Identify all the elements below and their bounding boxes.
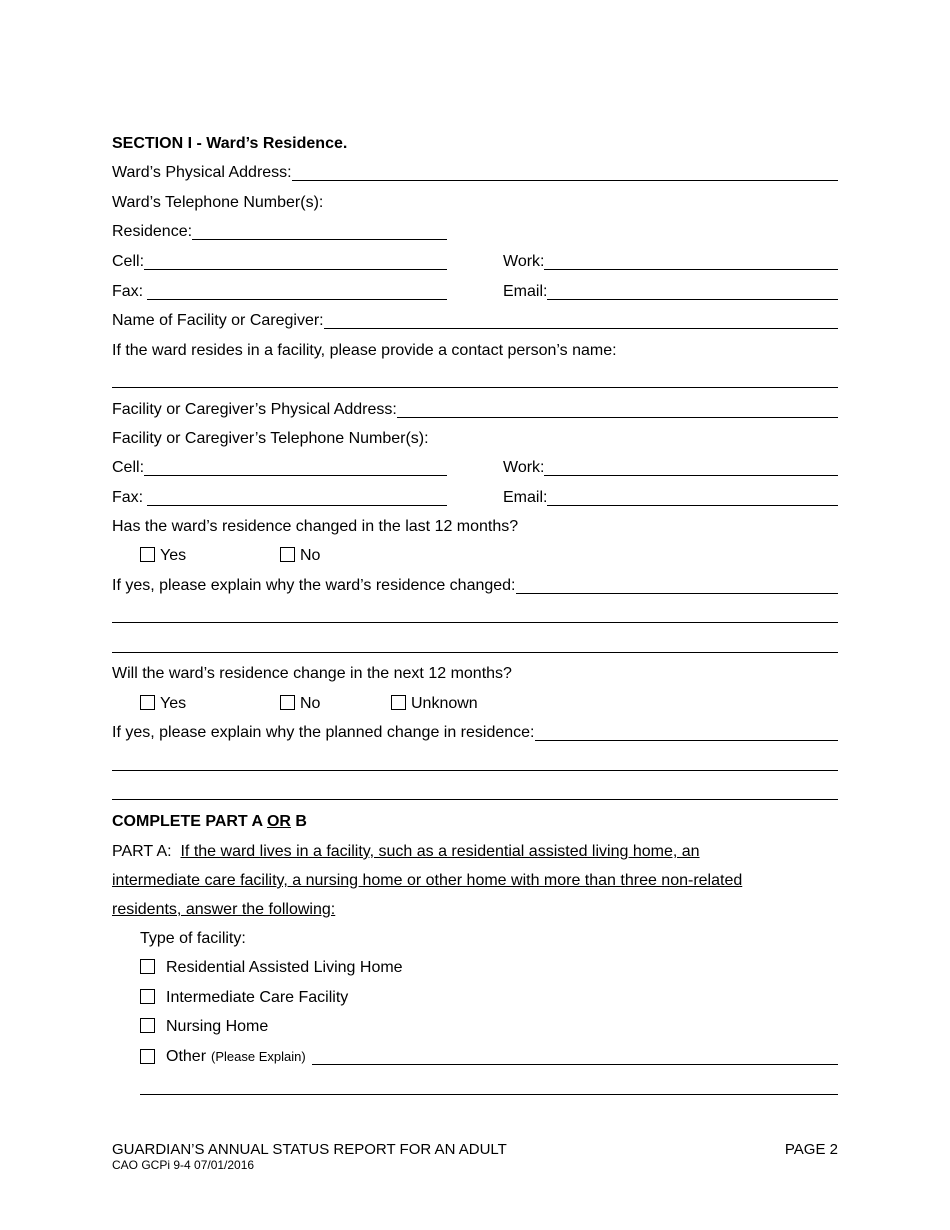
ward-email-field[interactable] [547,281,838,300]
facility-type-other-checkbox[interactable] [140,1049,155,1064]
facility-fax-row [112,487,447,509]
will-change-unknown-label: Unknown [411,695,478,712]
contact-name-field[interactable] [112,387,838,388]
changed-explain-field[interactable] [516,575,839,594]
ward-email-row [503,281,838,303]
ward-fax-row [112,281,447,303]
facility-name-row [112,310,838,332]
ward-residence-label: Residence: [112,223,193,240]
changed-no-option[interactable] [280,545,838,567]
facility-cell-label: Cell: [112,459,145,476]
part-a-line-1 [112,841,838,863]
will-change-no-checkbox[interactable] [280,695,295,710]
will-change-explain-line-3[interactable] [112,799,838,800]
section-title: SECTION I - Ward’s Residence. [112,135,348,152]
ward-work-row [503,251,838,273]
facility-type-label: Type of facility: [140,930,246,947]
part-a-text-1: If the ward lives in a facility, such as a residential assisted living home, an [180,843,700,860]
facility-type-other-label: Other [166,1048,207,1065]
will-change-unknown-option[interactable] [391,693,838,715]
facility-address-label: Facility or Caregiver’s Physical Address: [112,401,397,418]
footer [112,1141,838,1158]
will-change-explain-field[interactable] [535,722,839,741]
facility-cell-field[interactable] [144,457,447,476]
will-change-yes-label: Yes [160,695,187,712]
facility-telephone-label: Facility or Caregiver’s Telephone Number(s): [112,430,429,447]
changed-explain-row [112,575,838,597]
facility-type-nursing-label: Nursing Home [166,1018,269,1035]
part-heading [112,811,838,833]
facility-email-label: Email: [503,489,548,506]
facility-fax-field[interactable] [147,487,447,506]
ward-work-label: Work: [503,253,545,270]
ward-email-label: Email: [503,283,548,300]
part-a-text-2: intermediate care facility, a nursing home or other home with more than three non-related [112,872,743,889]
changed-yes-checkbox[interactable] [140,547,155,562]
facility-type-other-hint: (Please Explain) [211,1049,306,1064]
will-change-yes-checkbox[interactable] [140,695,155,710]
part-heading-pre: COMPLETE PART A [112,813,267,830]
ward-telephone-label: Ward’s Telephone Number(s): [112,194,324,211]
facility-work-row [503,457,838,479]
changed-no-label: No [300,547,321,564]
will-change-explain-row [112,722,838,744]
facility-email-row [503,487,838,509]
will-change-no-label: No [300,695,321,712]
ward-fax-field[interactable] [147,281,447,300]
facility-address-field[interactable] [397,399,838,418]
ward-cell-field[interactable] [144,251,447,270]
footer-title: GUARDIAN’S ANNUAL STATUS REPORT FOR AN ADULT [112,1141,507,1158]
facility-type-other-field[interactable] [312,1046,838,1065]
footer-code: CAO GCPi 9-4 07/01/2016 [112,1158,255,1172]
changed-no-checkbox[interactable] [280,547,295,562]
part-a-text-3: residents, answer the following: [112,901,336,918]
facility-type-option-residential[interactable] [140,957,838,979]
facility-type-intermediate-checkbox[interactable] [140,989,155,1004]
facility-type-intermediate-label: Intermediate Care Facility [166,989,349,1006]
facility-type-option-nursing[interactable] [140,1016,838,1038]
will-change-unknown-checkbox[interactable] [391,695,406,710]
facility-name-field[interactable] [324,310,838,329]
ward-cell-label: Cell: [112,253,145,270]
ward-address-label: Ward’s Physical Address: [112,164,292,181]
will-change-explain-label: If yes, please explain why the planned change in residence: [112,724,535,741]
facility-type-option-other[interactable] [140,1046,838,1068]
facility-work-field[interactable] [544,457,838,476]
changed-yes-label: Yes [160,547,187,564]
facility-address-row [112,399,838,421]
ward-work-field[interactable] [544,251,838,270]
facility-fax-label: Fax: [112,489,144,506]
facility-type-nursing-checkbox[interactable] [140,1018,155,1033]
ward-fax-label: Fax: [112,283,144,300]
facility-email-field[interactable] [547,487,838,506]
ward-cell-row [112,251,447,273]
facility-type-residential-checkbox[interactable] [140,959,155,974]
ward-address-field[interactable] [292,162,838,181]
facility-type-other-line-2[interactable] [140,1094,838,1095]
will-change-question: Will the ward’s residence change in the next 12 months? [112,665,512,682]
part-heading-or: OR [266,813,291,830]
facility-type-residential-label: Residential Assisted Living Home [166,959,403,976]
ward-residence-field[interactable] [192,221,447,240]
will-change-explain-line-2[interactable] [112,770,838,771]
facility-name-label: Name of Facility or Caregiver: [112,312,324,329]
part-heading-post: B [290,813,307,830]
changed-question: Has the ward’s residence changed in the last 12 months? [112,518,519,535]
facility-type-option-intermediate[interactable] [140,987,838,1009]
footer-page: PAGE 2 [784,1141,838,1158]
changed-explain-line-2[interactable] [112,622,838,623]
facility-cell-row [112,457,447,479]
ward-residence-row [112,221,447,243]
changed-explain-line-3[interactable] [112,652,838,653]
part-a-label: PART A: [112,843,172,860]
contact-prompt: If the ward resides in a facility, please provide a contact person’s name: [112,342,617,359]
changed-explain-label: If yes, please explain why the ward’s residence changed: [112,577,516,594]
facility-work-label: Work: [503,459,545,476]
ward-address-row [112,162,838,184]
